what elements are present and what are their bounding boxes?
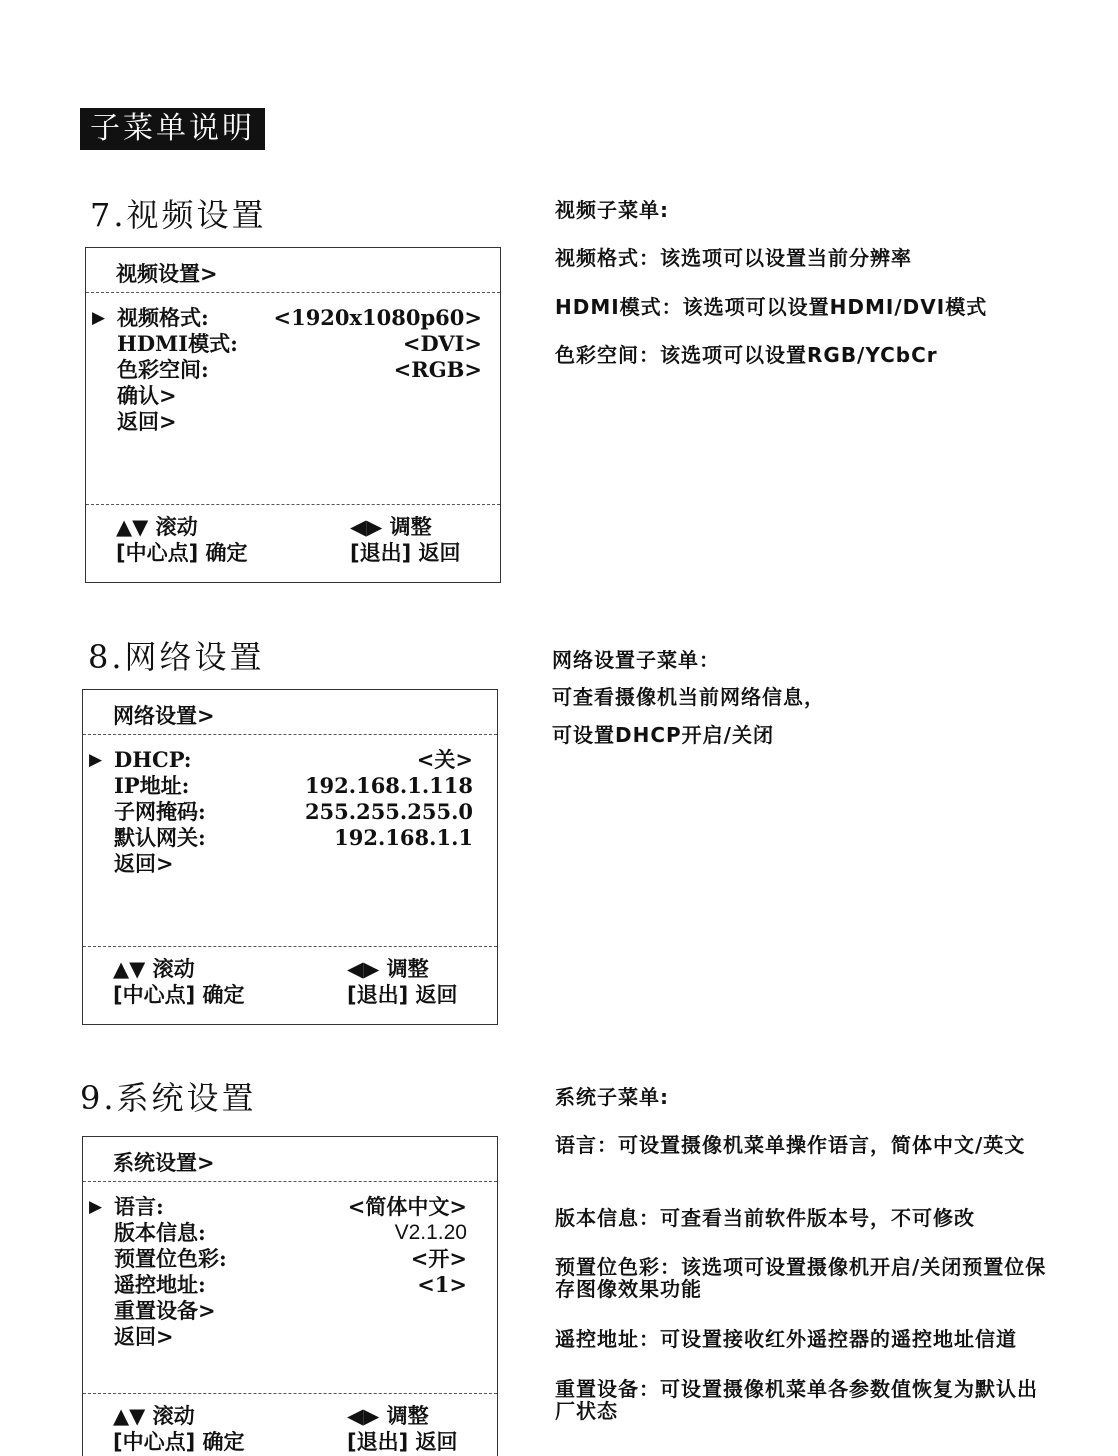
footer-back-hint: [退出] 返回 xyxy=(350,541,461,565)
menu-row-version-info[interactable] xyxy=(89,1220,467,1246)
row-value: <RGB> xyxy=(393,357,482,382)
footer-adjust-hint: ◀▶ 调整 xyxy=(347,1404,429,1428)
description-heading: 视频子菜单: xyxy=(555,198,669,222)
row-value: <DVI> xyxy=(402,331,482,356)
row-label: 返回> xyxy=(114,1324,174,1349)
video-settings-panel xyxy=(85,247,501,583)
row-label: IP地址: xyxy=(114,773,190,798)
divider xyxy=(86,504,500,505)
menu-row-dhcp[interactable] xyxy=(89,747,473,773)
footer-adjust-hint: ◀▶ 调整 xyxy=(347,957,429,981)
description-line: 版本信息：可查看当前软件版本号，不可修改 xyxy=(555,1206,975,1230)
row-label: HDMI模式: xyxy=(117,331,238,356)
description-line: 色彩空间：该选项可以设置RGB/YCbCr xyxy=(555,343,938,367)
row-value: 255.255.255.0 xyxy=(304,799,473,824)
footer-scroll-hint: ▲▼ 滚动 xyxy=(113,1404,195,1428)
footer-scroll-hint: ▲▼ 滚动 xyxy=(113,957,195,981)
row-label: 视频格式: xyxy=(117,305,209,330)
description-heading: 系统子菜单: xyxy=(555,1085,669,1109)
row-label: 重置设备> xyxy=(114,1298,216,1323)
cursor-arrow-icon: ▶ xyxy=(92,308,106,328)
row-label: 预置位色彩: xyxy=(114,1246,227,1271)
description-line: 可查看摄像机当前网络信息， xyxy=(552,685,825,709)
menu-row-language[interactable] xyxy=(89,1194,467,1220)
row-value: <简体中文> xyxy=(347,1194,467,1219)
menu-row-default-gateway[interactable] xyxy=(89,825,473,851)
description-line: 语言：可设置摄像机菜单操作语言，简体中文/英文 xyxy=(555,1133,1026,1157)
row-label: DHCP: xyxy=(114,747,192,772)
menu-row-remote-address[interactable] xyxy=(89,1272,467,1298)
footer-adjust-hint: ◀▶ 调整 xyxy=(350,515,432,539)
menu-row-subnet-mask[interactable] xyxy=(89,799,473,825)
footer-back-hint: [退出] 返回 xyxy=(347,983,458,1007)
footer-confirm-hint: [中心点] 确定 xyxy=(116,541,248,565)
section-heading-system: 9.系统设置 xyxy=(80,1079,257,1117)
description-heading: 网络设置子菜单： xyxy=(552,648,720,672)
menu-row-video-format[interactable] xyxy=(92,305,482,331)
cursor-arrow-icon: ▶ xyxy=(89,750,103,770)
divider xyxy=(83,1181,497,1182)
row-label: 默认网关: xyxy=(114,825,206,850)
row-label: 遥控地址: xyxy=(114,1272,206,1297)
menu-row-reset-device[interactable] xyxy=(89,1298,467,1324)
menu-row-back[interactable] xyxy=(89,851,473,877)
divider xyxy=(86,292,500,293)
divider xyxy=(83,734,497,735)
row-value: V2.1.20 xyxy=(394,1221,467,1244)
section-heading-network: 8.网络设置 xyxy=(88,638,265,676)
cursor-arrow-icon: ▶ xyxy=(89,1197,103,1217)
panel-title: 系统设置> xyxy=(113,1151,215,1175)
footer-back-hint: [退出] 返回 xyxy=(347,1430,458,1454)
page-header: 子菜单说明 xyxy=(80,108,265,150)
description-line: 可设置DHCP开启/关闭 xyxy=(552,723,774,747)
footer-confirm-hint: [中心点] 确定 xyxy=(113,1430,245,1454)
section-heading-video: 7.视频设置 xyxy=(90,196,267,234)
row-value: <关> xyxy=(416,747,473,772)
system-settings-panel xyxy=(82,1136,498,1456)
menu-row-preset-color[interactable] xyxy=(89,1246,467,1272)
row-label: 返回> xyxy=(114,851,174,876)
panel-title: 视频设置> xyxy=(116,262,218,286)
menu-row-hdmi-mode[interactable] xyxy=(92,331,482,357)
row-label: 版本信息: xyxy=(114,1220,206,1245)
description-line: 预置位色彩：该选项可设置摄像机开启/关闭预置位保存图像效果功能 xyxy=(555,1255,1047,1301)
network-settings-panel xyxy=(82,689,498,1025)
panel-title: 网络设置> xyxy=(113,704,215,728)
row-value: <1920x1080p60> xyxy=(273,305,482,330)
divider xyxy=(83,1393,497,1394)
row-value: <1> xyxy=(417,1272,467,1297)
menu-row-ip-address[interactable] xyxy=(89,773,473,799)
row-label: 确认> xyxy=(117,383,177,408)
description-line: 视频格式：该选项可以设置当前分辨率 xyxy=(555,246,912,270)
description-line: HDMI模式：该选项可以设置HDMI/DVI模式 xyxy=(555,295,988,319)
row-label: 返回> xyxy=(117,409,177,434)
row-value: <开> xyxy=(410,1246,467,1271)
menu-row-back[interactable] xyxy=(89,1324,467,1350)
menu-row-confirm[interactable] xyxy=(92,383,482,409)
row-label: 子网掩码: xyxy=(114,799,206,824)
menu-row-color-space[interactable] xyxy=(92,357,482,383)
description-line: 重置设备：可设置摄像机菜单各参数值恢复为默认出厂状态 xyxy=(555,1377,1038,1423)
menu-row-back[interactable] xyxy=(92,409,482,435)
row-label: 语言: xyxy=(114,1194,164,1219)
row-label: 色彩空间: xyxy=(117,357,209,382)
divider xyxy=(83,946,497,947)
row-value: 192.168.1.118 xyxy=(304,773,473,798)
footer-scroll-hint: ▲▼ 滚动 xyxy=(116,515,198,539)
row-value: 192.168.1.1 xyxy=(334,825,473,850)
description-line: 遥控地址：可设置接收红外遥控器的遥控地址信道 xyxy=(555,1327,1017,1351)
footer-confirm-hint: [中心点] 确定 xyxy=(113,983,245,1007)
